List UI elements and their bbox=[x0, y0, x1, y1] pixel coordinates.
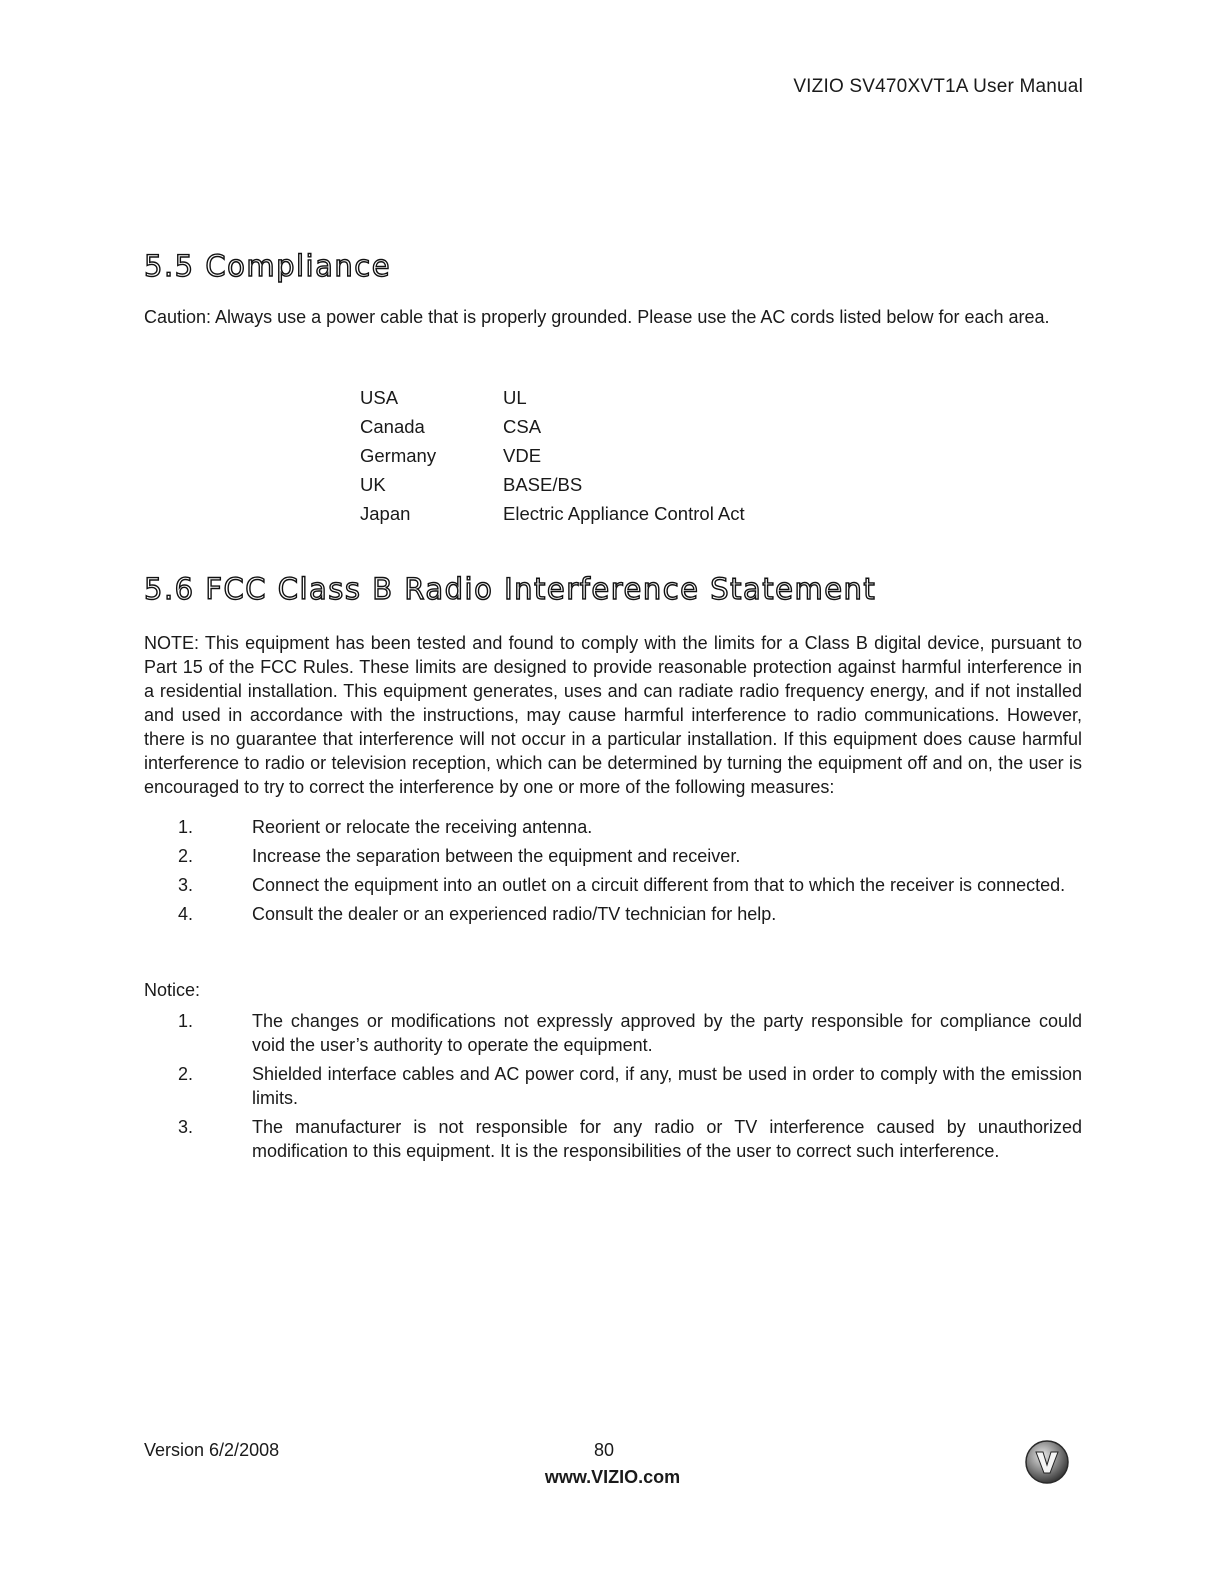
cord-standard: Electric Appliance Control Act bbox=[503, 503, 745, 524]
fcc-heading: 5.6 FCC Class B Radio Interference Statement bbox=[144, 572, 877, 606]
list-item-text: The changes or modifications not expressly approved by the party responsible for compliance could void the user’s authority to operate the equipment. bbox=[252, 1011, 1082, 1055]
cord-row bbox=[360, 383, 745, 412]
vizio-v-logo-icon bbox=[1023, 1438, 1071, 1486]
cord-row bbox=[360, 470, 745, 499]
cord-standard: BASE/BS bbox=[503, 474, 583, 495]
list-item-number: 3. bbox=[178, 1117, 194, 1137]
cord-standard: CSA bbox=[503, 416, 542, 437]
caution-paragraph: Caution: Always use a power cable that is properly grounded. Please use the AC cords listed below for each area. bbox=[144, 307, 1050, 327]
list-item-number: 1. bbox=[178, 1011, 194, 1031]
list-item-number: 3. bbox=[178, 875, 194, 895]
cord-row bbox=[360, 441, 745, 470]
ac-cord-table bbox=[360, 383, 745, 528]
compliance-heading: 5.5 Compliance bbox=[144, 249, 392, 283]
list-item bbox=[144, 873, 1082, 897]
cord-area: UK bbox=[360, 474, 386, 495]
fcc-measures-list bbox=[144, 815, 1082, 931]
list-item bbox=[144, 1009, 1082, 1057]
list-item-number: 1. bbox=[178, 817, 194, 837]
cord-area: USA bbox=[360, 387, 399, 408]
list-item bbox=[144, 1115, 1082, 1163]
list-item-text: Reorient or relocate the receiving antenna. bbox=[252, 817, 593, 837]
list-item-number: 2. bbox=[178, 846, 194, 866]
notice-list bbox=[144, 1009, 1082, 1168]
list-item-number: 4. bbox=[178, 904, 194, 924]
cord-area: Japan bbox=[360, 503, 411, 524]
list-item-text: Shielded interface cables and AC power cord, if any, must be used in order to comply with the emission limits. bbox=[252, 1064, 1082, 1108]
list-item-number: 2. bbox=[178, 1064, 194, 1084]
page-header-title: VIZIO SV470XVT1A User Manual bbox=[793, 76, 1083, 97]
cord-row bbox=[360, 499, 745, 528]
cord-standard: UL bbox=[503, 387, 527, 408]
footer-url: www.VIZIO.com bbox=[544, 1467, 681, 1487]
list-item-text: The manufacturer is not responsible for any radio or TV interference caused by unauthorized modification to this equipment. It is the responsibilities of the user to correct such interference. bbox=[252, 1117, 1082, 1161]
cord-standard: VDE bbox=[503, 445, 542, 466]
cord-area: Germany bbox=[360, 445, 437, 466]
cord-row bbox=[360, 412, 745, 441]
list-item bbox=[144, 1062, 1082, 1110]
list-item bbox=[144, 902, 1082, 926]
cord-area: Canada bbox=[360, 416, 425, 437]
list-item bbox=[144, 815, 1082, 839]
fcc-note-paragraph: NOTE: This equipment has been tested and found to comply with the limits for a Class B digital device, pursuant to Part 15 of the FCC Rules. These limits are designed to provide reasonable protection against harmful interference in a residential installation. This equipment generates, uses and can radiate radio frequency energy, and if not installed and used in accordance with the instructions, may cause harmful interference to radio communications. However, there is no guarantee that interference will not occur in a particular installation. If this equipment does cause harmful interference to radio or television reception, which can be determined by turning the equipment off and on, the user is encouraged to try to correct the interference by one or more of the following measures: bbox=[144, 633, 1082, 797]
footer-version: Version 6/2/2008 bbox=[144, 1440, 280, 1460]
footer-page-number: 80 bbox=[594, 1440, 615, 1460]
list-item-text: Increase the separation between the equipment and receiver. bbox=[252, 846, 741, 866]
notice-label: Notice: bbox=[144, 980, 201, 1000]
list-item-text: Consult the dealer or an experienced radio/TV technician for help. bbox=[252, 904, 777, 924]
list-item bbox=[144, 844, 1082, 868]
list-item-text: Connect the equipment into an outlet on a circuit different from that to which the receiver is connected. bbox=[252, 875, 1066, 895]
